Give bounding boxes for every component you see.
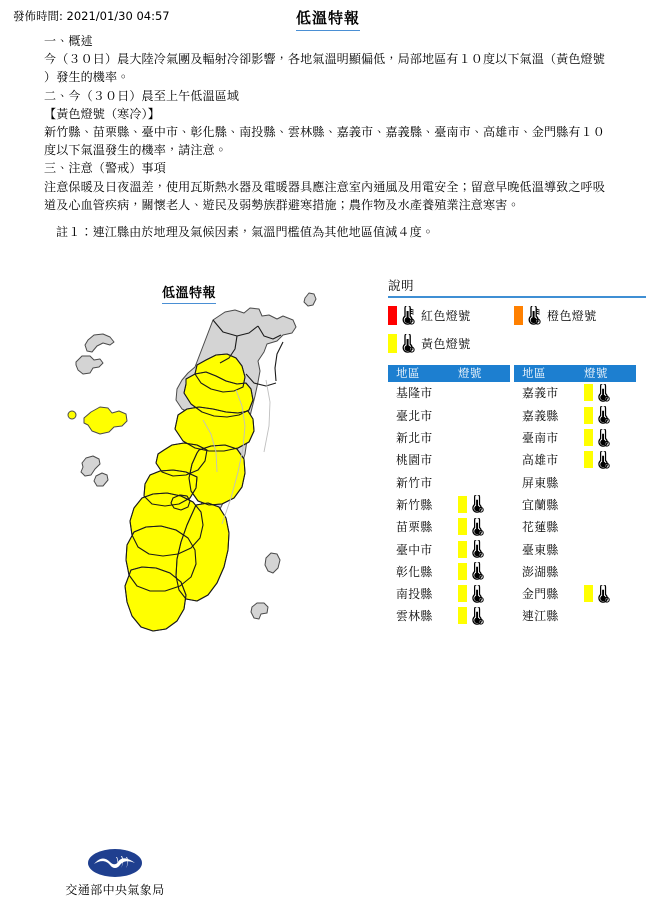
- region-name: 屏東縣: [522, 475, 559, 490]
- bulletin-section: [0, 0, 656, 250]
- table-row[interactable]: [388, 605, 510, 627]
- table-row[interactable]: [388, 404, 510, 426]
- signal-swatch: [458, 541, 467, 558]
- issue-time: 發佈時間: 2021/01/30 04:57: [13, 9, 170, 23]
- region-name: 宜蘭縣: [522, 497, 559, 512]
- table-row[interactable]: [514, 582, 636, 604]
- legend-swatch-red: [388, 306, 397, 325]
- region-name: 連江縣: [522, 609, 559, 624]
- table-body-right: [514, 382, 636, 627]
- column-header-signal: 燈號: [458, 366, 482, 381]
- bulletin-line: 今（３０日）晨大陸冷氣團及輻射冷卻影響，各地氣溫明顯偏低，局部地區有１０度以下氣溫（黃色燈號: [44, 52, 605, 67]
- cwb-logo-icon: [87, 848, 143, 878]
- map-region-nantou: [189, 445, 245, 505]
- bulletin-body: [44, 32, 644, 241]
- taiwan-alert-map[interactable]: [0, 270, 378, 656]
- map-title-text: 低溫特報: [162, 282, 216, 304]
- thermometer-icon: [468, 562, 485, 580]
- region-table-left: [388, 365, 510, 627]
- legend-item-orange: [514, 306, 646, 326]
- bulletin-line: 道及心血管疾病，關懷老人、遊民及弱勢族群避寒措施；農作物及水產養殖業注意寒害。: [44, 197, 520, 212]
- region-name: 嘉義縣: [522, 408, 559, 423]
- table-row[interactable]: [388, 582, 510, 604]
- region-name: 桃園市: [396, 453, 433, 468]
- region-signal: [458, 562, 510, 580]
- legend-grid: [388, 306, 646, 354]
- table-row[interactable]: [388, 516, 510, 538]
- table-row[interactable]: [388, 560, 510, 582]
- region-name: 新北市: [396, 431, 433, 446]
- thermometer-icon: [594, 585, 611, 603]
- region-tables: [388, 365, 646, 627]
- region-signal: [584, 429, 636, 447]
- bulletin-line: 度以下氣溫發生的機率，請注意。: [44, 143, 227, 158]
- page-title: [0, 7, 656, 31]
- region-name: 高雄市: [522, 453, 559, 468]
- region-table-right: [514, 365, 636, 627]
- map-islet-penghu-small2: [94, 473, 108, 486]
- thermometer-icon: [468, 518, 485, 536]
- signal-swatch: [584, 585, 593, 602]
- bulletin-line: 三、注意（警戒）事項: [44, 161, 166, 176]
- region-name: 新竹市: [396, 475, 433, 490]
- table-row[interactable]: [388, 471, 510, 493]
- cwb-logo: [55, 848, 175, 898]
- region-signal: [458, 607, 510, 625]
- table-row[interactable]: [514, 538, 636, 560]
- table-row[interactable]: [514, 382, 636, 404]
- region-signal: [458, 585, 510, 603]
- info-panel: [388, 276, 646, 627]
- region-signal: [584, 585, 636, 603]
- region-name: 花蓮縣: [522, 520, 559, 535]
- signal-swatch: [584, 429, 593, 446]
- signal-swatch: [458, 607, 467, 624]
- thermometer-icon: [468, 607, 485, 625]
- region-name: 苗栗縣: [396, 520, 433, 535]
- region-name: 金門縣: [522, 587, 559, 602]
- table-row[interactable]: [514, 516, 636, 538]
- map-islet-east-b: [251, 603, 268, 619]
- map-islet-east-a: [265, 553, 280, 573]
- thermometer-icon: [468, 585, 485, 603]
- region-name: 雲林縣: [396, 609, 433, 624]
- table-row[interactable]: [388, 449, 510, 471]
- legend-spacer: [514, 334, 646, 354]
- legend-label-red: 紅色燈號: [421, 309, 471, 324]
- thermometer-icon: [468, 495, 485, 513]
- region-signal: [458, 495, 510, 513]
- thermometer-icon: [524, 306, 542, 325]
- legend-swatch-orange: [514, 306, 523, 325]
- thermometer-icon: [594, 451, 611, 469]
- region-name: 澎湖縣: [522, 564, 559, 579]
- bulletin-line: 二、今（３０日）晨至上午低溫區域: [44, 88, 240, 103]
- info-heading: 說明: [388, 278, 415, 293]
- table-row[interactable]: [514, 493, 636, 515]
- table-row[interactable]: [514, 426, 636, 448]
- legend-item-red: [388, 306, 514, 326]
- map-kinmen-yellow: [84, 407, 127, 434]
- bulletin-line: 注意保暖及日夜溫差，使用瓦斯熱水器及電暖器具應注意室內通風及用電安全；留意早晚低溫導致之呼吸: [44, 179, 605, 194]
- map-islet-matsu-b: [304, 293, 316, 306]
- table-row[interactable]: [514, 404, 636, 426]
- table-header-left: [388, 365, 510, 382]
- region-name: 南投縣: [396, 587, 433, 602]
- table-row[interactable]: [388, 493, 510, 515]
- signal-swatch: [458, 496, 467, 513]
- region-name: 臺南市: [522, 431, 559, 446]
- bulletin-line: 【黃色燈號（寒冷）】: [44, 106, 160, 121]
- map-islet-north-a: [85, 334, 114, 352]
- region-signal: [458, 540, 510, 558]
- signal-swatch: [458, 563, 467, 580]
- thermometer-icon: [594, 384, 611, 402]
- region-name: 新竹縣: [396, 497, 433, 512]
- info-divider: [388, 296, 646, 298]
- table-row[interactable]: [388, 382, 510, 404]
- signal-swatch: [458, 518, 467, 535]
- region-signal: [584, 406, 636, 424]
- region-name: 臺北市: [396, 408, 433, 423]
- table-header-right: [514, 365, 636, 382]
- legend-swatch-yellow: [388, 334, 397, 353]
- legend-label-yellow: 黃色燈號: [421, 337, 471, 352]
- signal-swatch: [584, 407, 593, 424]
- bulletin-line: 新竹縣、苗栗縣、臺中市、彰化縣、南投縣、雲林縣、嘉義市、嘉義縣、臺南市、高雄市、金門縣有１０: [44, 125, 605, 140]
- signal-swatch: [584, 384, 593, 401]
- column-header-signal: 燈號: [584, 366, 608, 381]
- bulletin-line: ）發生的機率。: [44, 70, 130, 85]
- table-body-left: [388, 382, 510, 627]
- page-title-text: 低溫特報: [296, 7, 360, 31]
- signal-swatch: [584, 451, 593, 468]
- table-row[interactable]: [388, 426, 510, 448]
- thermometer-icon: [398, 306, 416, 325]
- map-panel: [0, 270, 378, 897]
- region-signal: [584, 451, 636, 469]
- legend-label-orange: 橙色燈號: [547, 309, 597, 324]
- thermometer-icon: [398, 334, 416, 353]
- region-name: 臺東縣: [522, 542, 559, 557]
- thermometer-icon: [594, 429, 611, 447]
- cwb-logo-label: 交通部中央氣象局: [65, 883, 165, 897]
- bulletin-line: 一、概述: [44, 34, 93, 48]
- table-row[interactable]: [514, 605, 636, 627]
- table-row[interactable]: [514, 471, 636, 493]
- map-islet-penghu-small: [81, 456, 100, 476]
- table-row[interactable]: [388, 538, 510, 560]
- signal-swatch: [458, 585, 467, 602]
- legend-item-yellow: [388, 334, 514, 354]
- region-signal: [584, 384, 636, 402]
- column-header-region: 地區: [396, 366, 420, 381]
- map-islet-dot: [68, 411, 76, 419]
- table-row[interactable]: [514, 449, 636, 471]
- region-name: 彰化縣: [396, 564, 433, 579]
- region-name: 基隆市: [396, 386, 433, 401]
- region-signal: [458, 518, 510, 536]
- region-name: 嘉義市: [522, 386, 559, 401]
- region-name: 臺中市: [396, 542, 433, 557]
- thermometer-icon: [468, 540, 485, 558]
- map-islet-north-b: [76, 356, 103, 374]
- thermometer-icon: [594, 406, 611, 424]
- table-row[interactable]: [514, 560, 636, 582]
- bulletin-note: 註１：連江縣由於地理及氣候因素，氣溫門檻值為其他地區值減４度。: [56, 225, 435, 240]
- column-header-region: 地區: [522, 366, 546, 381]
